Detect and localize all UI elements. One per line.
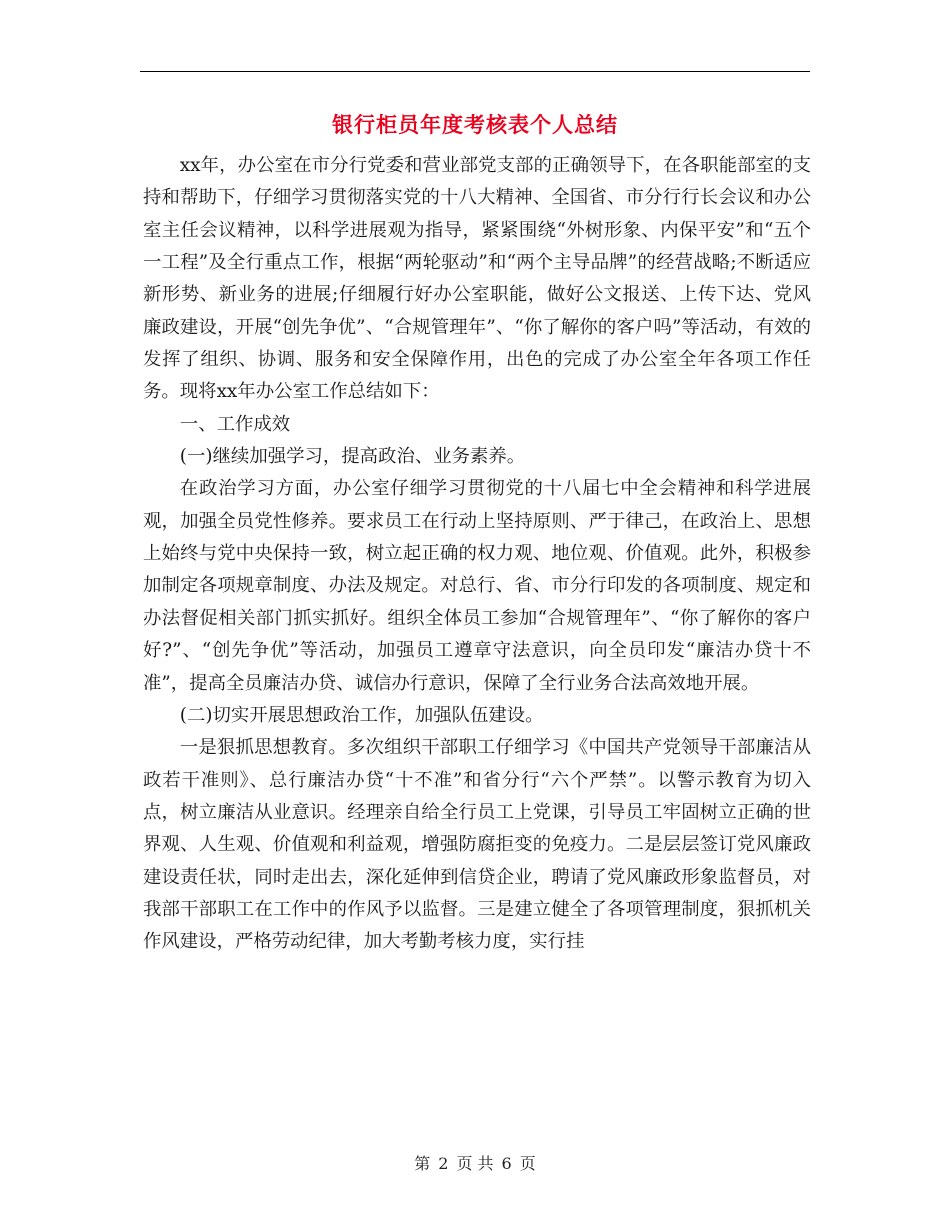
page-footer — [0, 1153, 950, 1175]
paragraph-intro: xx年，办公室在市分行党委和营业部党支部的正确领导下，在各职能部室的支持和帮助下，仔细学习贯彻落实党的十八大精神、全国省、市分行行长会议和办公室主任会议精神，以科学进展观为指导，紧紧围绕“外树形象、内保平安”和“五个一工程”及全行重点工作，根据“两轮驱动”和“两个主导品牌”的经营战略;不断适应新形势、新业务的进展;仔细履行好办公室职能，做好公文报送、上传下达、党风廉政建设，开展“创先争优”、“合规管理年”、“你了解你的客户吗”等活动，有效的发挥了组织、协调、服务和安全保障作用，出色的完成了办公室全年各项工作任务。现将xx年办公室工作总结如下： — [143, 155, 811, 403]
document-title: 银行柜员年度考核表个人总结 — [332, 112, 618, 137]
footer-middle: 页 共 — [456, 1154, 494, 1173]
subsection-heading-study: (一)继续加强学习，提高政治、业务素养。 — [179, 446, 526, 468]
footer-page-number: 2 — [438, 1154, 449, 1173]
section-heading-achievements: 一、工作成效 — [179, 413, 291, 435]
footer-prefix: 第 — [414, 1154, 431, 1173]
paragraph-ideological-education: 一是狠抓思想教育。多次组织干部职工仔细学习《中国共产党领导干部廉洁从政若干准则》、总行廉洁办贷“十不准”和省分行“六个严禁”。以警示教育为切入点，树立廉洁从业意识。经理亲自给全行员工上党课，引导员工牢固树立正确的世界观、人生观、价值观和利益观，增强防腐拒变的免疫力。二是层层签订党风廉政建设责任状，同时走出去，深化延伸到信贷企业，聘请了党风廉政形象监督员，对我部干部职工在工作中的作风予以监督。三是建立健全了各项管理制度，狠抓机关作风建设，严格劳动纪律，加大考勤考核力度，实行挂 — [143, 737, 811, 953]
footer-suffix: 页 — [519, 1154, 536, 1173]
paragraph-political-study: 在政治学习方面，办公室仔细学习贯彻党的十八届七中全会精神和科学进展观，加强全员党性修养。要求员工在行动上坚持原则、严于律己，在政治上、思想上始终与党中央保持一致，树立起正确的权力观、地位观、价值观。此外，积极参加制定各项规章制度、办法及规定。对总行、省、市分行印发的各项制度、规定和办法督促相关部门抓实抓好。组织全体员工参加“合规管理年”、“你了解你的客户好?”、“创先争优”等活动，加强员工遵章守法意识，向全员印发“廉洁办贷十不准”，提高全员廉洁办贷、诚信办行意识，保障了全行业务合法高效地开展。 — [143, 478, 811, 694]
subsection-heading-team-building: (二)切实开展思想政治工作，加强队伍建设。 — [179, 704, 544, 726]
header-rule — [140, 71, 810, 72]
document-body — [143, 150, 811, 959]
footer-total-pages: 6 — [501, 1154, 512, 1173]
